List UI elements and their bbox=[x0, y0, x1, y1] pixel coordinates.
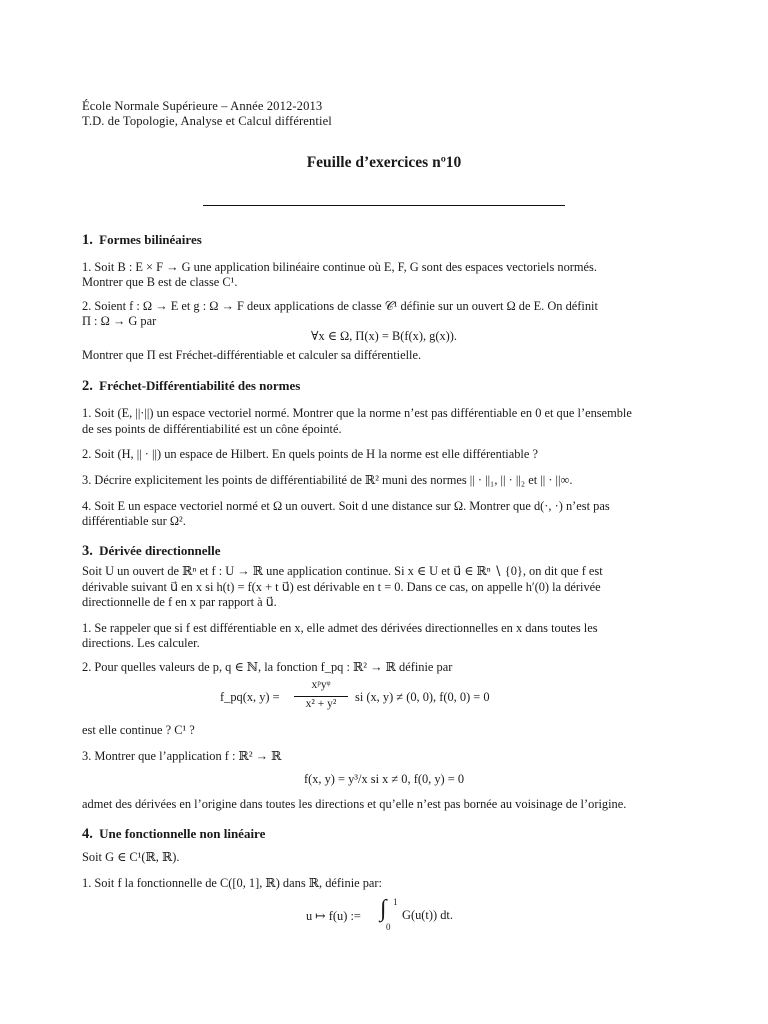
header-school: École Normale Supérieure – Année 2012-2013 bbox=[82, 99, 323, 113]
section-2-line-4: 3. Décrire explicitement les points de différentiabilité de ℝ² muni des normes || · ||₁, || · ||₂ et || · ||∞. bbox=[82, 473, 573, 487]
section-1-line-1: 1. Soit B : E × F → G une application bilinéaire continue où E, F, G sont des espaces vectoriels normés. bbox=[82, 260, 597, 274]
section-3-line-5: directions. Les calculer. bbox=[82, 636, 200, 650]
section-1-line-4: Π : Ω → G par bbox=[82, 314, 157, 328]
fpq-condition: si (x, y) ≠ (0, 0), f(0, 0) = 0 bbox=[355, 690, 490, 704]
section-3-heading bbox=[82, 543, 221, 560]
section-4-heading bbox=[82, 826, 265, 843]
section-3-line-8: est elle continue ? C¹ ? bbox=[82, 723, 195, 737]
integral-lower-limit: 0 bbox=[386, 922, 391, 932]
section-4-number: 4. bbox=[82, 826, 93, 842]
section-2-line-2: de ses points de différentiabilité est un cône épointé. bbox=[82, 422, 342, 436]
section-3-line-3: directionnelle de f en x par rapport à u⃗. bbox=[82, 595, 277, 609]
page-title: Feuille d’exercices nº10 bbox=[306, 154, 462, 171]
functional-lhs: u ↦ f(u) := bbox=[306, 909, 361, 923]
section-3-line-1: Soit U un ouvert de ℝⁿ et f : U → ℝ une application continue. Si x ∈ U et u⃗ ∈ ℝⁿ ∖ {0}, on dit que f est bbox=[82, 564, 603, 578]
section-2-number: 2. bbox=[82, 378, 93, 394]
section-3-line-2: dérivable suivant u⃗ en x si h(t) = f(x + t u⃗) est dérivable en t = 0. Dans ce cas, on appelle h′(0) la dérivée bbox=[82, 580, 601, 594]
section-3-number: 3. bbox=[82, 543, 93, 559]
section-2-title: Fréchet-Différentiabilité des normes bbox=[99, 378, 301, 393]
fpq-denominator: x² + y² bbox=[305, 698, 337, 710]
integrand: G(u(t)) dt. bbox=[402, 908, 453, 922]
section-3-line-9: 3. Montrer que l’application f : ℝ² → ℝ bbox=[82, 749, 282, 763]
section-1-title: Formes bilinéaires bbox=[99, 232, 202, 247]
section-4-line-2: 1. Soit f la fonctionnelle de C([0, 1], ℝ) dans ℝ, définie par: bbox=[82, 876, 382, 890]
integral-sign: ∫ bbox=[380, 896, 387, 922]
section-2-line-5: 4. Soit E un espace vectoriel normé et Ω un ouvert. Soit d une distance sur Ω. Montrer que d(·, ·) n’est pas bbox=[82, 499, 610, 513]
section-3-equation-2: f(x, y) = y³/x si x ≠ 0, f(0, y) = 0 bbox=[303, 772, 465, 786]
section-1-line-3: 2. Soient f : Ω → E et g : Ω → F deux applications de classe 𝒞¹ définie sur un ouvert Ω de E. On définit bbox=[82, 299, 598, 313]
section-2-line-1: 1. Soit (E, ||·||) un espace vectoriel normé. Montrer que la norme n’est pas différentiable en 0 et que l’ensemble bbox=[82, 406, 632, 420]
fpq-lhs: f_pq(x, y) = bbox=[220, 690, 280, 704]
section-1-heading bbox=[82, 232, 202, 249]
integral-upper-limit: 1 bbox=[393, 897, 398, 907]
section-1-number: 1. bbox=[82, 232, 93, 248]
fraction-bar bbox=[294, 696, 348, 697]
section-3-line-6: 2. Pour quelles valeurs de p, q ∈ ℕ, la fonction f_pq : ℝ² → ℝ définie par bbox=[82, 660, 453, 674]
header-course: T.D. de Topologie, Analyse et Calcul différentiel bbox=[82, 114, 332, 128]
section-3-line-11: admet des dérivées en l’origine dans toutes les directions et qu’elle n’est pas bornée au voisinage de l’origine. bbox=[82, 797, 627, 811]
section-2-line-3: 2. Soit (H, || · ||) un espace de Hilbert. En quels points de H la norme est elle différentiable ? bbox=[82, 447, 538, 461]
section-1-line-6: Montrer que Π est Fréchet-différentiable et calculer sa différentielle. bbox=[82, 348, 422, 362]
title-rule bbox=[203, 205, 565, 206]
section-1-line-2: Montrer que B est de classe C¹. bbox=[82, 275, 238, 289]
fpq-numerator: xᵖyᵠ bbox=[311, 679, 331, 691]
section-4-line-1: Soit G ∈ C¹(ℝ, ℝ). bbox=[82, 850, 180, 864]
section-2-line-6: différentiable sur Ω². bbox=[82, 514, 186, 528]
section-4-title: Une fonctionnelle non linéaire bbox=[99, 826, 266, 841]
section-2-heading bbox=[82, 378, 300, 395]
section-1-equation: ∀x ∈ Ω, Π(x) = B(f(x), g(x)). bbox=[310, 329, 458, 343]
section-3-line-4: 1. Se rappeler que si f est différentiable en x, elle admet des dérivées directionnelles en x dans toutes les bbox=[82, 621, 598, 635]
section-3-title: Dérivée directionnelle bbox=[99, 543, 221, 558]
